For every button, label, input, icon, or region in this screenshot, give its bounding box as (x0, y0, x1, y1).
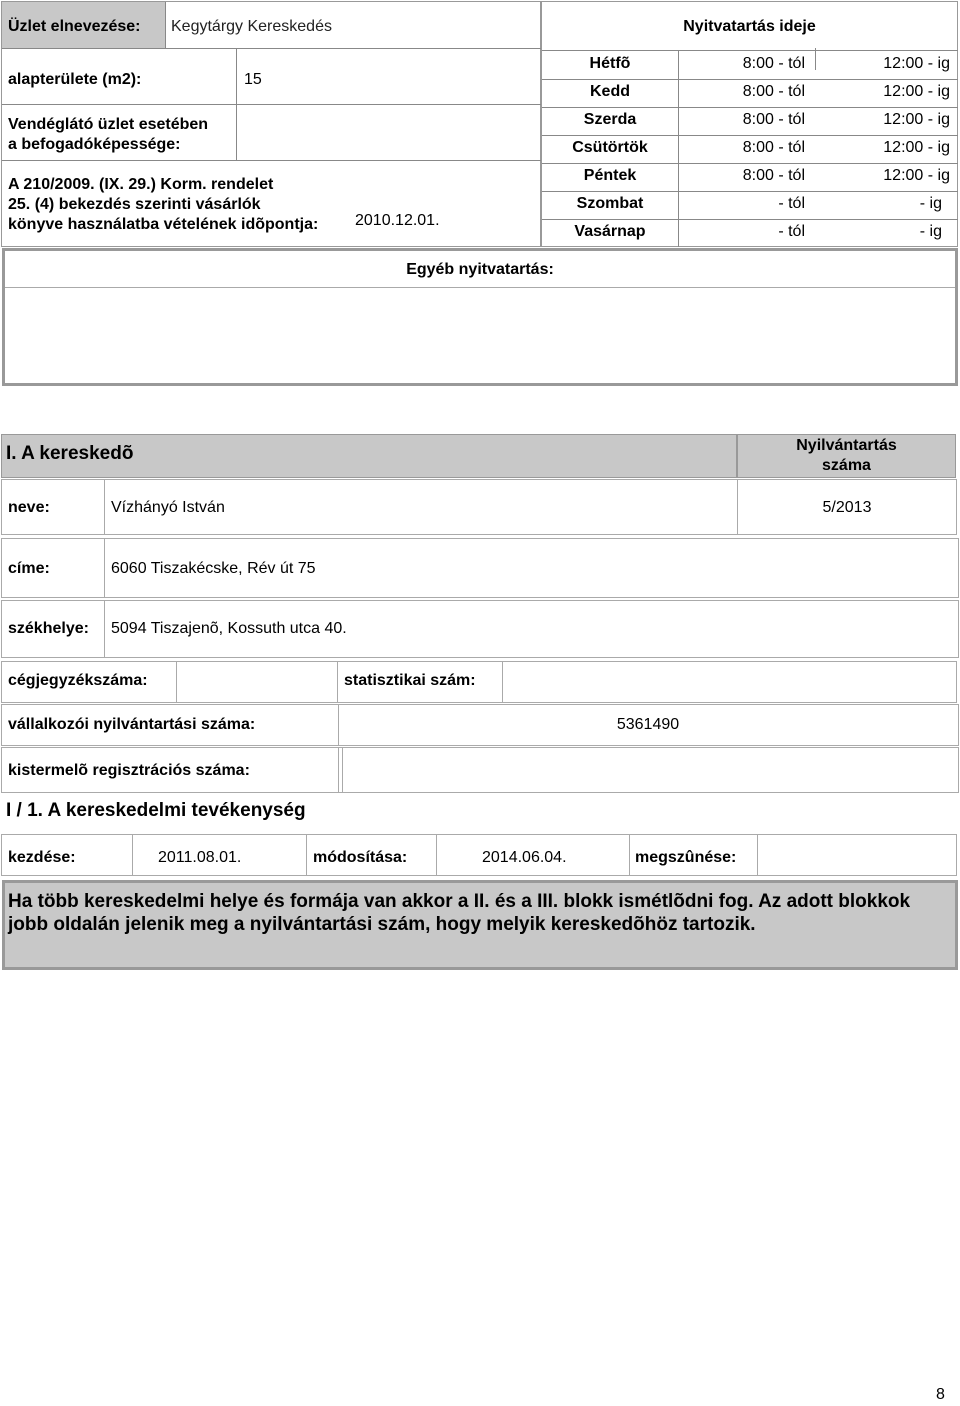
activity-modified-label: módosítása: (313, 849, 408, 866)
trader-name-value: Vízhányó István (111, 499, 225, 516)
registration-number-value: 5/2013 (822, 499, 872, 516)
shop-name-value: Kegytárgy Kereskedés (171, 18, 332, 35)
trader-name-label: neve: (8, 499, 50, 516)
open-from: 8:00 - tól (742, 139, 805, 156)
area-value: 15 (244, 71, 262, 88)
day-label: Vasárnap (574, 223, 646, 240)
trader-address-value: 6060 Tiszakécske, Rév út 75 (111, 560, 316, 577)
trader-section-title: I. A kereskedõ (6, 443, 134, 464)
decree-label-line-3: könyve használatba vételének idõpontja: (8, 216, 319, 233)
trader-address-label: címe: (8, 560, 50, 577)
capacity-label-line-2: a befogadóképessége: (8, 136, 181, 153)
activity-modified-value: 2014.06.04. (482, 849, 567, 866)
activity-dates-row (1, 834, 957, 876)
page-number: 8 (936, 1386, 945, 1403)
open-to: - ig (919, 223, 942, 240)
producer-number-label: kistermelõ regisztrációs száma: (8, 762, 250, 779)
capacity-label-line-1: Vendéglátó üzlet esetében (8, 116, 209, 133)
shop-name-label: Üzlet elnevezése: (8, 18, 141, 35)
registration-number-header-label: Nyilvántartás száma (796, 437, 897, 474)
open-from: 8:00 - tól (742, 111, 805, 128)
open-from: - tól (778, 195, 805, 212)
open-from: 8:00 - tól (742, 55, 805, 72)
open-to: 12:00 - ig (883, 139, 950, 156)
open-to: 12:00 - ig (883, 167, 950, 184)
decree-date-value: 2010.12.01. (355, 212, 440, 229)
decree-label-line-2: 25. (4) bekezdés szerinti vásárlók (8, 196, 261, 213)
open-from: 8:00 - tól (742, 167, 805, 184)
open-to: 12:00 - ig (883, 111, 950, 128)
trader-seat-label: székhelye: (8, 620, 89, 637)
day-label: Kedd (590, 83, 630, 100)
day-label: Szombat (576, 195, 644, 212)
entrepreneur-number-label: vállalkozói nyilvántartási száma: (8, 716, 256, 733)
day-label: Szerda (583, 111, 637, 128)
repeat-blocks-note: Ha több kereskedelmi helye és formája van akkor a II. és a III. blokk ismétlõdni fog. Az adott blokkok jobb oldalán jelenik meg a nyilvántartási szám, hogy melyik kereskedõhöz tartozik. (8, 891, 911, 935)
statistical-number-label: statisztikai szám: (344, 672, 476, 689)
other-hours-label: Egyéb nyitvatartás: (406, 261, 554, 278)
activity-start-value: 2011.08.01. (158, 849, 242, 866)
company-register-label: cégjegyzékszáma: (8, 672, 148, 689)
open-to: - ig (919, 195, 942, 212)
day-label: Hétfõ (589, 55, 631, 72)
open-from: - tól (778, 223, 805, 240)
day-label: Csütörtök (572, 139, 648, 156)
day-label: Péntek (583, 167, 637, 184)
activity-end-label: megszûnése: (635, 849, 737, 866)
open-from: 8:00 - tól (742, 83, 805, 100)
decree-label-line-1: A 210/2009. (IX. 29.) Korm. rendelet (8, 176, 274, 193)
opening-hours-title: Nyitvatartás ideje (683, 18, 816, 35)
trader-seat-value: 5094 Tiszajenõ, Kossuth utca 40. (111, 620, 347, 637)
entrepreneur-number-value: 5361490 (616, 716, 680, 733)
activity-section-title: I / 1. A kereskedelmi tevékenység (6, 800, 306, 821)
open-to: 12:00 - ig (883, 55, 950, 72)
area-label: alapterülete (m2): (8, 71, 142, 88)
activity-start-label: kezdése: (8, 849, 76, 866)
open-to: 12:00 - ig (883, 83, 950, 100)
